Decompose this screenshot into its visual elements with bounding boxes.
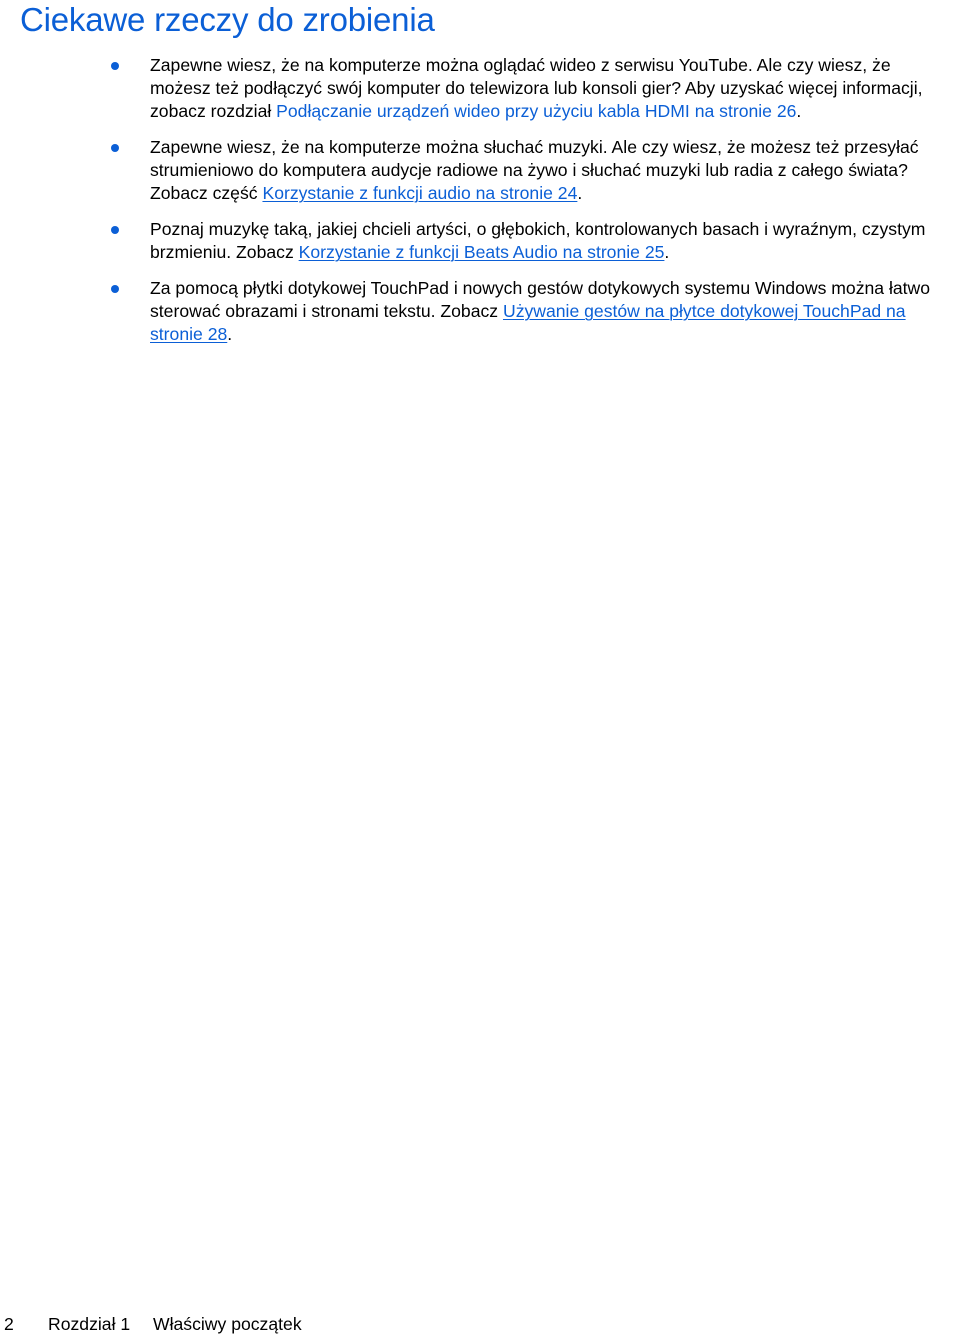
bullet-icon	[111, 226, 119, 234]
bullet-icon	[111, 144, 119, 152]
bullet-icon	[111, 285, 119, 293]
item-text: Zapewne wiesz, że na komputerze można oglądać wideo z serwisu YouTube. Ale czy wiesz, że możesz też podłączyć swój komputer do telewizora lub konsoli gier? Aby uzyskać więcej informacji, zobacz rozdział	[150, 55, 923, 121]
bullet-icon	[111, 62, 119, 70]
footer-chapter: Rozdział 1	[48, 1314, 131, 1334]
item-text-end: .	[577, 183, 583, 203]
item-text-end: .	[227, 324, 233, 344]
list-item	[0, 218, 960, 264]
hdmi-link[interactable]: Podłączanie urządzeń wideo przy użyciu kabla HDMI na stronie 26	[276, 101, 797, 121]
touchpad-gestures-link[interactable]: Używanie gestów na płytce dotykowej TouchPad na stronie 28	[150, 301, 906, 344]
list-item	[0, 54, 960, 123]
item-text: Poznaj muzykę taką, jakiej chcieli artyści, o głębokich, kontrolowanych basach i wyraźnym, czystym brzmieniu. Zobacz	[150, 219, 926, 262]
item-text-end: .	[796, 101, 802, 121]
item-text: Za pomocą płytki dotykowej TouchPad i nowych gestów dotykowych systemu Windows można łatwo sterować obrazami i stronami tekstu. Zobacz	[150, 278, 931, 321]
footer-section: Właściwy początek	[153, 1314, 302, 1334]
audio-link[interactable]: Korzystanie z funkcji audio na stronie 24	[262, 183, 578, 203]
item-text: Zapewne wiesz, że na komputerze można słuchać muzyki. Ale czy wiesz, że możesz też przesyłać strumieniowo do komputera audycje radiowe na żywo i słuchać muzyki lub radia z całego świata? Zobacz część	[150, 137, 919, 203]
list-item	[0, 277, 960, 346]
list-item	[0, 136, 960, 205]
page-title: Ciekawe rzeczy do zrobienia	[20, 1, 435, 38]
page-footer	[0, 1311, 960, 1337]
beats-audio-link[interactable]: Korzystanie z funkcji Beats Audio na stronie 25	[298, 242, 665, 262]
footer-page-number: 2	[4, 1314, 14, 1334]
bullet-list	[0, 54, 960, 359]
item-text-end: .	[664, 242, 670, 262]
